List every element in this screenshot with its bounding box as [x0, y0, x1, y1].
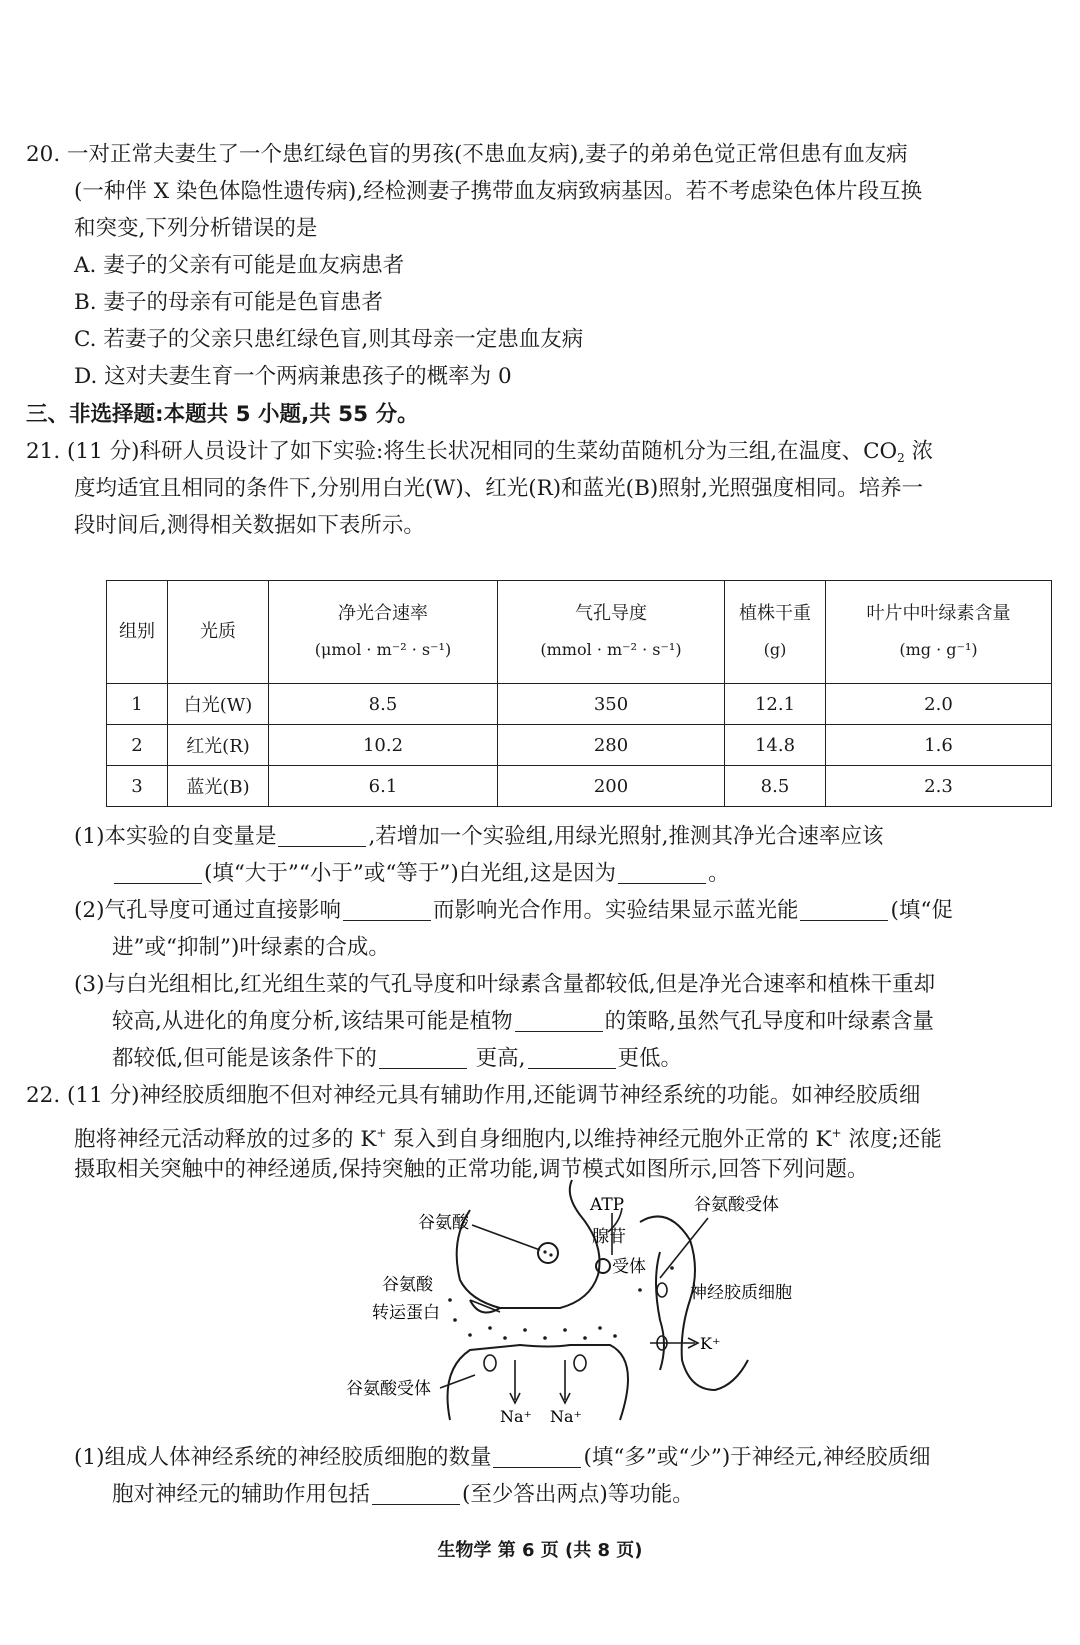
q22-line3: 摄取相关突触中的神经递质,保持突触的正常功能,调节模式如图所示,回答下列问题。 — [74, 1157, 869, 1182]
q21-sub3-line2: 较高,从进化的角度分析,该结果可能是植物 的策略,虽然气孔导度和叶绿素含量 — [112, 1009, 935, 1034]
q21-sub1-line1: (1)本实验的自变量是 ,若增加一个实验组,用绿光照射,推测其净光合速率应该 — [74, 824, 884, 849]
q21-line3: 段时间后,测得相关数据如下表所示。 — [74, 513, 425, 538]
cell-light: 白光(W) — [168, 684, 269, 725]
label-glutamate-receptor: 谷氨酸受体 — [346, 1379, 431, 1399]
cell-chlorophyll: 1.6 — [826, 725, 1052, 766]
header-light: 光质 — [168, 581, 269, 684]
q20-option-d: D. 这对夫妻生育一个两病兼患孩子的概率为 0 — [74, 364, 512, 389]
q20-option-c: C. 若妻子的父亲只患红绿色盲,则其母亲一定患血友病 — [74, 327, 584, 352]
cell-dry-weight: 8.5 — [725, 766, 826, 807]
q22-sub1-line1: (1)组成人体神经系统的神经胶质细胞的数量 (填“多”或“少”)于神经元,神经胶质细 — [74, 1445, 931, 1470]
label-k-ion: K⁺ — [700, 1334, 721, 1353]
cell-light: 蓝光(B) — [168, 766, 269, 807]
label-transporter-2: 转运蛋白 — [372, 1303, 440, 1323]
label-na-ion-1: Na⁺ — [500, 1407, 532, 1426]
label-na-ion-2: Na⁺ — [550, 1407, 582, 1426]
q20-line3: 和突变,下列分析错误的是 — [74, 216, 318, 241]
cell-chlorophyll: 2.0 — [826, 684, 1052, 725]
q22-line2: 胞将神经元活动释放的过多的 K+ 泵入到自身细胞内,以维持神经元胞外正常的 K+ 浓度;还能 — [74, 1126, 942, 1152]
cell-stomata: 200 — [498, 766, 725, 807]
header-dry-weight: 植株干重 (g) — [725, 581, 826, 684]
label-glutamate-receptor-top: 谷氨酸受体 — [694, 1195, 779, 1215]
cell-stomata: 280 — [498, 725, 725, 766]
header-rate: 净光合速率 (μmol · m⁻² · s⁻¹) — [269, 581, 498, 684]
q21-sub3-line1: (3)与白光组相比,红光组生菜的气孔导度和叶绿素含量都较低,但是净光合速率和植株干重却 — [74, 972, 936, 997]
cell-rate: 8.5 — [269, 684, 498, 725]
cell-rate: 6.1 — [269, 766, 498, 807]
header-chlorophyll: 叶片中叶绿素含量 (mg · g⁻¹) — [826, 581, 1052, 684]
q22-line1: 22. (11 分)神经胶质细胞不但对神经元具有辅助作用,还能调节神经系统的功能。如神经胶质细 — [26, 1083, 921, 1108]
q20-line2: (一种伴 X 染色体隐性遗传病),经检测妻子携带血友病致病基因。若不考虑染色体片段互换 — [74, 179, 923, 204]
cell-dry-weight: 12.1 — [725, 684, 826, 725]
cell-group: 1 — [107, 684, 168, 725]
q21-sub1-line2: (填“大于”“小于”或“等于”)白光组,这是因为 。 — [112, 859, 730, 889]
label-adenosine: 腺苷 — [592, 1227, 626, 1247]
label-receptor: 受体 — [612, 1257, 646, 1277]
header-stomata: 气孔导度 (mmol · m⁻² · s⁻¹) — [498, 581, 725, 684]
cell-chlorophyll: 2.3 — [826, 766, 1052, 807]
answer-blank[interactable] — [372, 1482, 460, 1505]
cell-light: 红光(R) — [168, 725, 269, 766]
answer-blank[interactable] — [493, 1445, 581, 1468]
q20-option-a: A. 妻子的父亲有可能是血友病患者 — [74, 253, 405, 278]
q20-line1: 20. 一对正常夫妻生了一个患红绿色盲的男孩(不患血友病),妻子的弟弟色觉正常但患有血友病 — [26, 142, 908, 167]
label-glial-cell: 神经胶质细胞 — [690, 1283, 792, 1303]
label-transporter-1: 谷氨酸 — [382, 1275, 433, 1295]
label-glutamate: 谷氨酸 — [418, 1213, 469, 1233]
cell-group: 3 — [107, 766, 168, 807]
section-header: 三、非选择题:本题共 5 小题,共 55 分。 — [26, 402, 419, 427]
q21-line2: 度均适宜且相同的条件下,分别用白光(W)、红光(R)和蓝光(B)照射,光照强度相同。培养一 — [74, 476, 924, 501]
header-group: 组别 — [107, 581, 168, 684]
q21-sub2-line1: (2)气孔导度可通过直接影响 而影响光合作用。实验结果显示蓝光能 (填“促 — [74, 898, 953, 923]
cell-dry-weight: 14.8 — [725, 725, 826, 766]
q22-sub1-line2: 胞对神经元的辅助作用包括 (至少答出两点)等功能。 — [112, 1482, 694, 1507]
label-atp: ATP — [590, 1195, 625, 1215]
q21-sub2-line2: 进”或“抑制”)叶绿素的合成。 — [112, 935, 390, 960]
page-footer: 生物学 第 6 页 (共 8 页) — [437, 1540, 643, 1561]
cell-stomata: 350 — [498, 684, 725, 725]
q20-option-b: B. 妻子的母亲有可能是色盲患者 — [74, 290, 383, 315]
q21-line1: 21. (11 分)科研人员设计了如下实验:将生长状况相同的生菜幼苗随机分为三组,在温度、$CO_2$ 浓 — [26, 439, 934, 465]
cell-rate: 10.2 — [269, 725, 498, 766]
q21-sub3-line3: 都较低,但可能是该条件下的 更高, 更低。 — [112, 1046, 683, 1071]
cell-group: 2 — [107, 725, 168, 766]
